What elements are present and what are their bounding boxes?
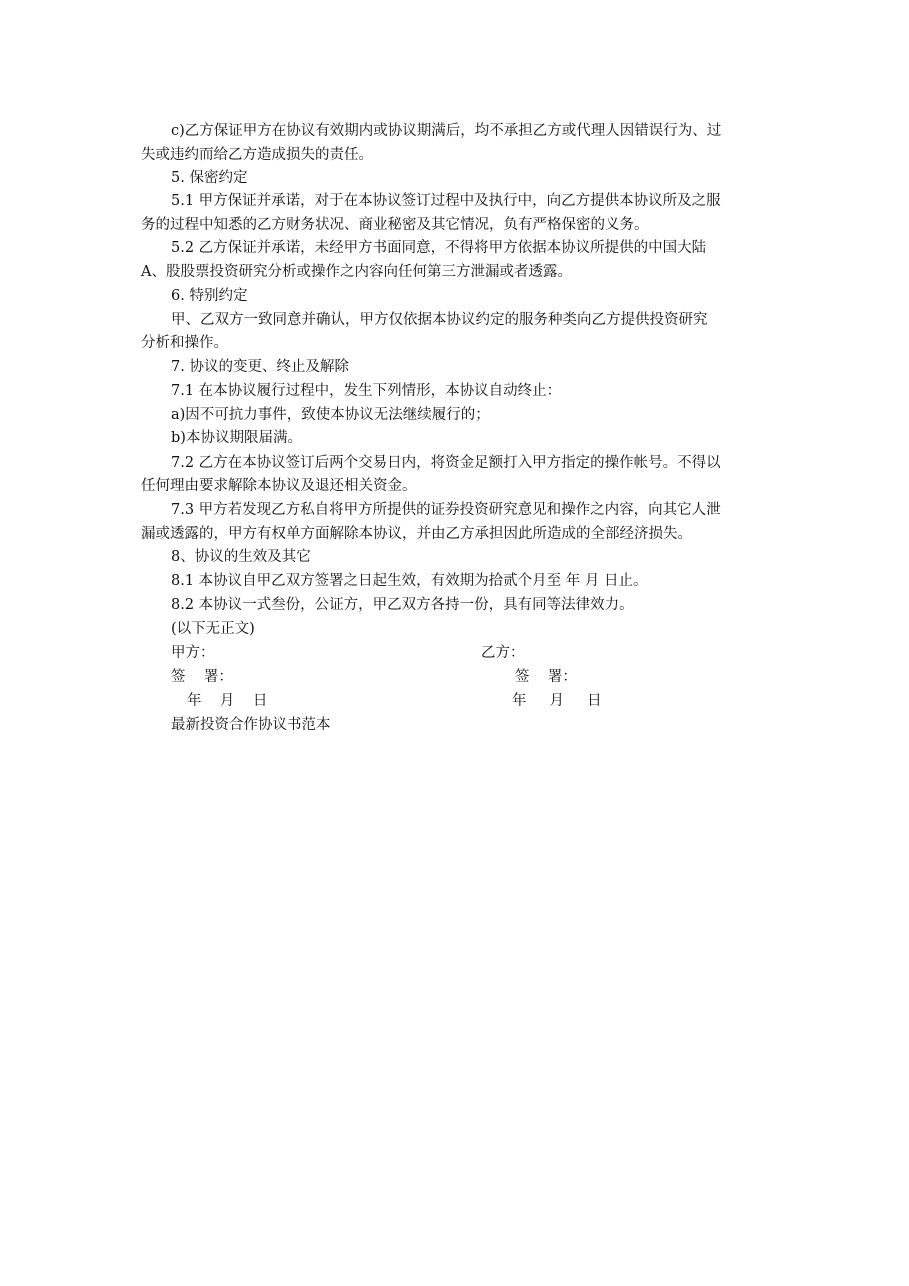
paragraph-line: b)本协议期限届满。 [171,430,302,446]
paragraph-line: 5.1 甲方保证并承诺，对于在本协议签订过程中及执行中，向乙方提供本协议所及之服 [171,193,721,209]
paragraph-line: a)因不可抗力事件，致使本协议无法继续履行的； [171,407,490,423]
section-heading: 6. 特别约定 [171,288,248,304]
paragraph-line: 漏或透露的，甲方有权单方面解除本协议，并由乙方承担因此所造成的全部经济损失。 [141,526,692,542]
paragraph-line: A、股股票投资研究分析或操作之内容向任何第三方泄漏或者透露。 [141,264,572,280]
paragraph-line: 任何理由要求解除本协议及退还相关资金。 [141,478,417,494]
paragraph-line: 失或违约而给乙方造成损失的责任。 [141,147,373,163]
paragraph-line: 务的过程中知悉的乙方财务状况、商业秘密及其它情况，负有严格保密的义务。 [141,217,649,233]
paragraph-line: 8.2 本协议一式叁份，公证方，甲乙双方各持一份，具有同等法律效力。 [171,597,634,613]
section-heading: 8、协议的生效及其它 [171,549,311,565]
party-b-signature-label: 签 署： [515,669,577,685]
paragraph-line: 甲、乙双方一致同意并确认，甲方仅依据本协议约定的服务种类向乙方提供投资研究 [171,312,708,328]
paragraph-line: (以下无正文) [171,621,255,637]
paragraph-line: c)乙方保证甲方在协议有效期内或协议期满后，均不承担乙方或代理人因错误行为、过 [171,123,722,139]
party-a-label: 甲方： [171,645,215,661]
paragraph-line: 5.2 乙方保证并承诺，未经甲方书面同意，不得将甲方依据本协议所提供的中国大陆 [171,240,707,256]
party-a-date: 年 月 日 [187,693,268,709]
footer-title: 最新投资合作协议书范本 [171,717,331,733]
paragraph-line: 7.1 在本协议履行过程中，发生下列情形，本协议自动终止： [171,383,562,399]
paragraph-line: 分析和操作。 [141,335,228,351]
party-a-signature-label: 签 署： [171,669,233,685]
paragraph-line: 7.2 乙方在本协议签订后两个交易日内，将资金足额打入甲方指定的操作帐号。不得以 [171,455,721,471]
section-heading: 5. 保密约定 [171,170,248,186]
paragraph-line: 7.3 甲方若发现乙方私自将甲方所提供的证券投资研究意见和操作之内容，向其它人泄 [171,502,721,518]
paragraph-line: 8.1 本协议自甲乙双方签署之日起生效，有效期为拾贰个月至 年 月 日止。 [171,573,648,589]
party-b-date: 年 月 日 [512,693,602,709]
party-b-label: 乙方： [481,645,525,661]
section-heading: 7. 协议的变更、终止及解除 [171,359,349,375]
